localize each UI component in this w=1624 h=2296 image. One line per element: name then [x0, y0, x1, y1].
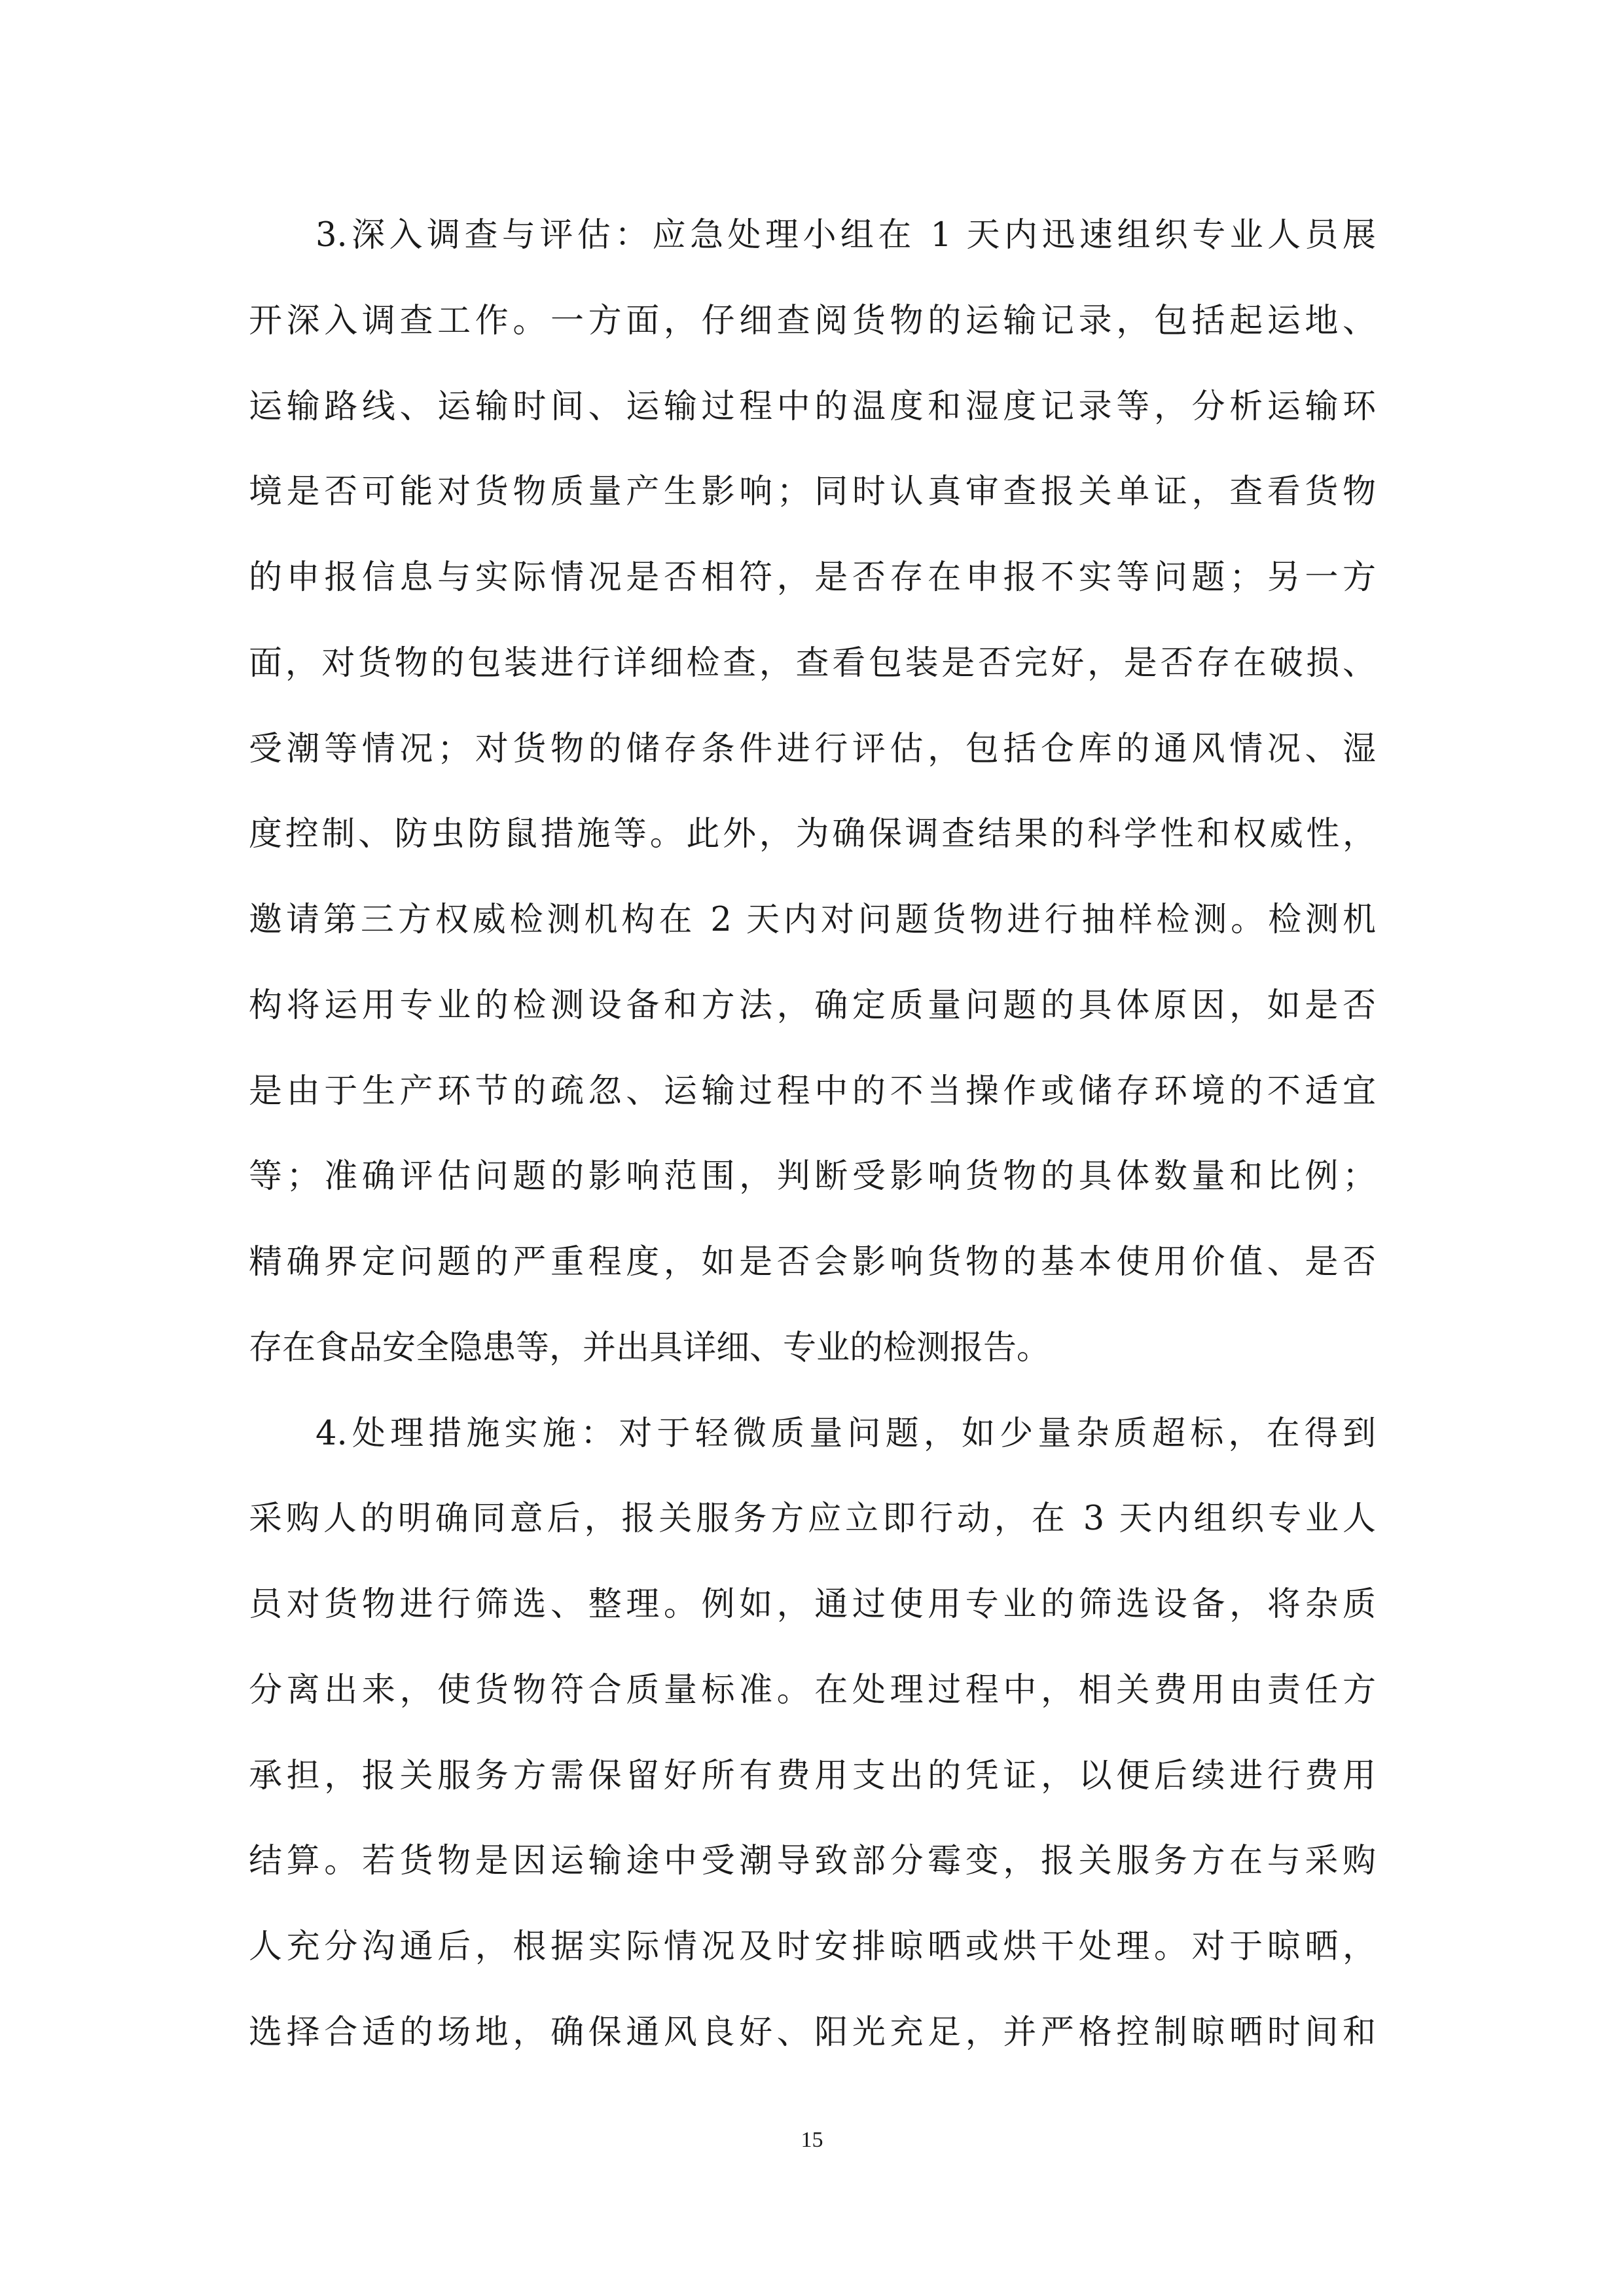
paragraph-1-line-9: 邀请第三方权威检测机构在 2 天内对问题货物进行抽样检测。检测机 — [249, 901, 1376, 939]
paragraph-1-line-3: 运输路线、运输时间、运输过程中的温度和湿度记录等，分析运输环 — [249, 387, 1376, 426]
paragraph-1-line-4: 境是否可能对货物质量产生影响；同时认真审查报关单证，查看货物 — [249, 473, 1376, 511]
paragraph-1-line-13: 精确界定问题的严重程度，如是否会影响货物的基本使用价值、是否 — [249, 1243, 1376, 1282]
paragraph-1-line-5: 的申报信息与实际情况是否相符，是否存在申报不实等问题；另一方 — [249, 558, 1376, 597]
paragraph-2-line-2: 采购人的明确同意后，报关服务方应立即行动，在 3 天内组织专业人 — [249, 1499, 1376, 1538]
paragraph-2-line-8: 选择合适的场地，确保通风良好、阳光充足，并严格控制晾晒时间和 — [249, 2013, 1376, 2052]
paragraph-1-line-7: 受潮等情况；对货物的储存条件进行评估，包括仓库的通风情况、湿 — [249, 730, 1376, 768]
paragraph-2-line-3: 员对货物进行筛选、整理。例如，通过使用专业的筛选设备，将杂质 — [249, 1585, 1376, 1624]
paragraph-2-line-1: 4.处理措施实施：对于轻微质量问题，如少量杂质超标，在得到 — [316, 1414, 1376, 1453]
paragraph-1-line-8: 度控制、防虫防鼠措施等。此外，为确保调查结果的科学性和权威性， — [249, 815, 1376, 853]
paragraph-2-line-7: 人充分沟通后，根据实际情况及时安排晾晒或烘干处理。对于晾晒， — [249, 1928, 1376, 1966]
paragraph-2-line-4: 分离出来，使货物符合质量标准。在处理过程中，相关费用由责任方 — [249, 1671, 1376, 1710]
paragraph-1-line-11: 是由于生产环节的疏忽、运输过程中的不当操作或储存环境的不适宜 — [249, 1072, 1376, 1111]
paragraph-1-line-14: 存在食品安全隐患等，并出具详细、专业的检测报告。 — [249, 1329, 1051, 1367]
paragraph-1-line-1: 3.深入调查与评估：应急处理小组在 1 天内迅速组织专业人员展 — [316, 216, 1376, 255]
paragraph-2-line-5: 承担，报关服务方需保留好所有费用支出的凭证，以便后续进行费用 — [249, 1757, 1376, 1795]
paragraph-1-line-10: 构将运用专业的检测设备和方法，确定质量问题的具体原因，如是否 — [249, 986, 1376, 1025]
paragraph-2-line-6: 结算。若货物是因运输途中受潮导致部分霉变，报关服务方在与采购 — [249, 1842, 1376, 1880]
paragraph-1-line-12: 等；准确评估问题的影响范围，判断受影响货物的具体数量和比例； — [249, 1157, 1376, 1196]
paragraph-1-line-2: 开深入调查工作。一方面，仔细查阅货物的运输记录，包括起运地、 — [249, 302, 1376, 340]
paragraph-1-line-6: 面，对货物的包装进行详细检查，查看包装是否完好，是否存在破损、 — [249, 644, 1376, 683]
page-number: 15 — [801, 2128, 823, 2152]
